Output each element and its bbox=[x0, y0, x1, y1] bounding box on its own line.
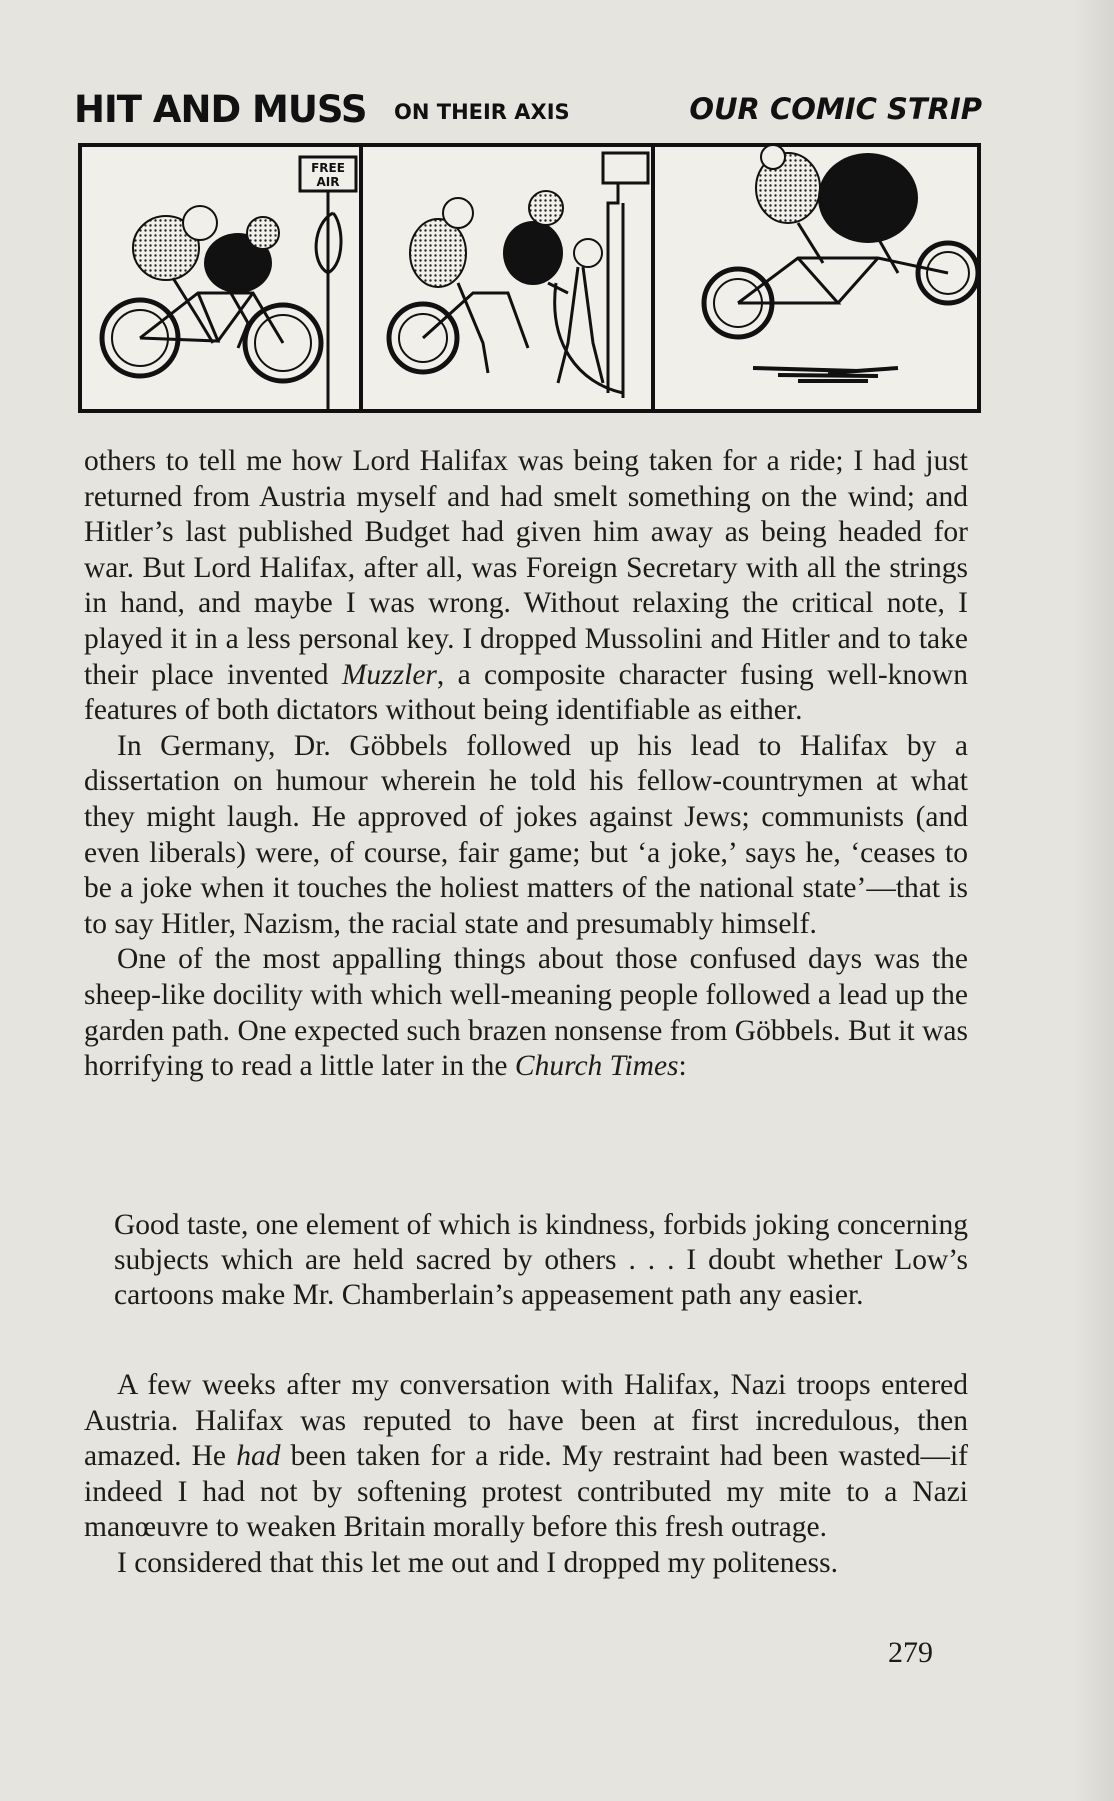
body-text-bottom bbox=[84, 1368, 968, 1582]
paragraph-2: In Germany, Dr. Göbbels followed up his lead to Halifax by a dissertation on humour wherein he told his fellow-countrymen at what they might laugh. He approved of jokes against Jews; communists (and even liberals) were, of course, fair game; but ‘a joke,’ says he, ‘ceases to be a joke when it touches the holiest matters of the national state’—that is to say Hitler, Nazism, the racial state and presumably himself. bbox=[84, 729, 968, 940]
page-edge-shadow bbox=[1074, 0, 1114, 1801]
paragraph-4 bbox=[84, 1368, 968, 1546]
sign-text-free: FREE bbox=[311, 161, 345, 175]
strip-right-label: OUR COMIC STRIP bbox=[689, 92, 982, 126]
paragraph-3-text: One of the most appalling things about those confused days was the sheep-like docility with which well-meaning people followed a lead up the garden path. One expected such brazen nonsense from Göbbels. But it was horrifying to read a little later in the bbox=[84, 943, 968, 1083]
comic-strip-illustration bbox=[78, 143, 981, 413]
paragraph-3 bbox=[84, 942, 968, 1084]
strip-subtitle: ON THEIR AXIS bbox=[394, 100, 570, 124]
paragraph-1 bbox=[84, 444, 968, 729]
paragraph-1-text: others to tell me how Lord Halifax was being taken for a ride; I had just returned from Austria myself and had smelt something on the wind; and Hitler’s last published Budget had given him away as being headed for war. But Lord Halifax, after all, was Foreign Secretary with all the strings in hand, and maybe I was wrong. Without relaxing the critical note, I played it in a less personal key. I dropped Mussolini and Hitler and to take their place invented bbox=[84, 445, 968, 691]
page-number: 279 bbox=[888, 1636, 933, 1669]
sign-text-air: AIR bbox=[316, 175, 340, 189]
comic-strip-header bbox=[74, 88, 982, 134]
paragraph-4-end: been taken for a ride. My restraint had been wasted—if indeed I had not by softening protest contributed my mite to a Nazi manœuvre to weaken Britain morally before this fresh outrage. bbox=[84, 1440, 968, 1544]
paragraph-1-end: , a composite character fusing well-known features of both dictators without being identifiable as either. bbox=[84, 658, 968, 727]
paragraph-3-italic: Church Times bbox=[514, 1050, 679, 1083]
paragraph-4-italic: had bbox=[236, 1440, 281, 1473]
paragraph-4-text: A few weeks after my conversation with Halifax, Nazi troops entered Austria. Halifax was reputed to have been at first incredulous, then amazed. He bbox=[84, 1369, 968, 1473]
paragraph-1-italic: Muzzler bbox=[341, 658, 437, 691]
body-text-top bbox=[84, 444, 968, 1085]
paragraph-3-end: : bbox=[678, 1050, 687, 1083]
block-quote: Good taste, one element of which is kindness, forbids joking concerning subjects which are held sacred by others . . . I doubt whether Low’s cartoons make Mr. Chamberlain’s appeasement path any easier. bbox=[114, 1209, 968, 1311]
comic-strip bbox=[78, 143, 981, 413]
paragraph-5: I considered that this let me out and I dropped my politeness. bbox=[117, 1546, 838, 1579]
strip-title: HIT AND MUSS bbox=[74, 88, 367, 131]
